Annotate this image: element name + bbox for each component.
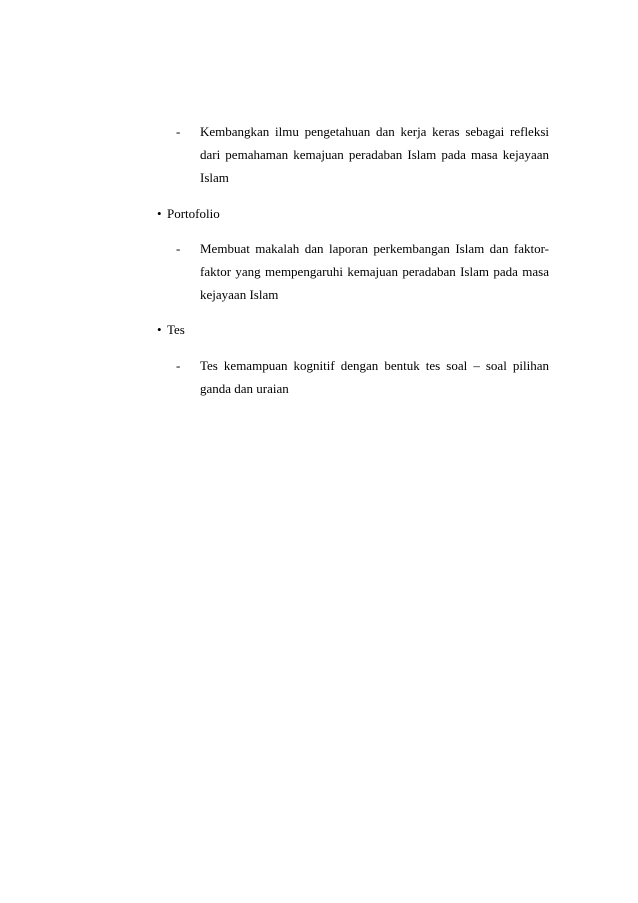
list-item-test — [176, 354, 549, 400]
dash-marker: - — [176, 124, 181, 139]
section-heading-text: Portofolio — [167, 206, 220, 221]
section-heading-portfolio — [157, 202, 220, 225]
list-item-text: Tes kemampuan kognitif dengan bentuk tes soal – soal pilihan ganda dan uraian — [200, 358, 549, 396]
list-item-reflection — [176, 120, 549, 189]
dash-marker: - — [176, 358, 181, 373]
bullet-marker: • — [157, 206, 162, 221]
section-heading-test — [157, 318, 185, 341]
bullet-marker: • — [157, 322, 162, 337]
section-heading-text: Tes — [167, 322, 185, 337]
list-item-text: Membuat makalah dan laporan perkembangan Islam dan faktor-faktor yang mempengaruhi kemajuan peradaban Islam pada masa kejayaan Islam — [200, 241, 549, 302]
list-item-text: Kembangkan ilmu pengetahuan dan kerja keras sebagai refleksi dari pemahaman kemajuan peradaban Islam pada masa kejayaan Islam — [200, 124, 549, 185]
dash-marker: - — [176, 241, 181, 256]
list-item-portfolio — [176, 237, 549, 306]
